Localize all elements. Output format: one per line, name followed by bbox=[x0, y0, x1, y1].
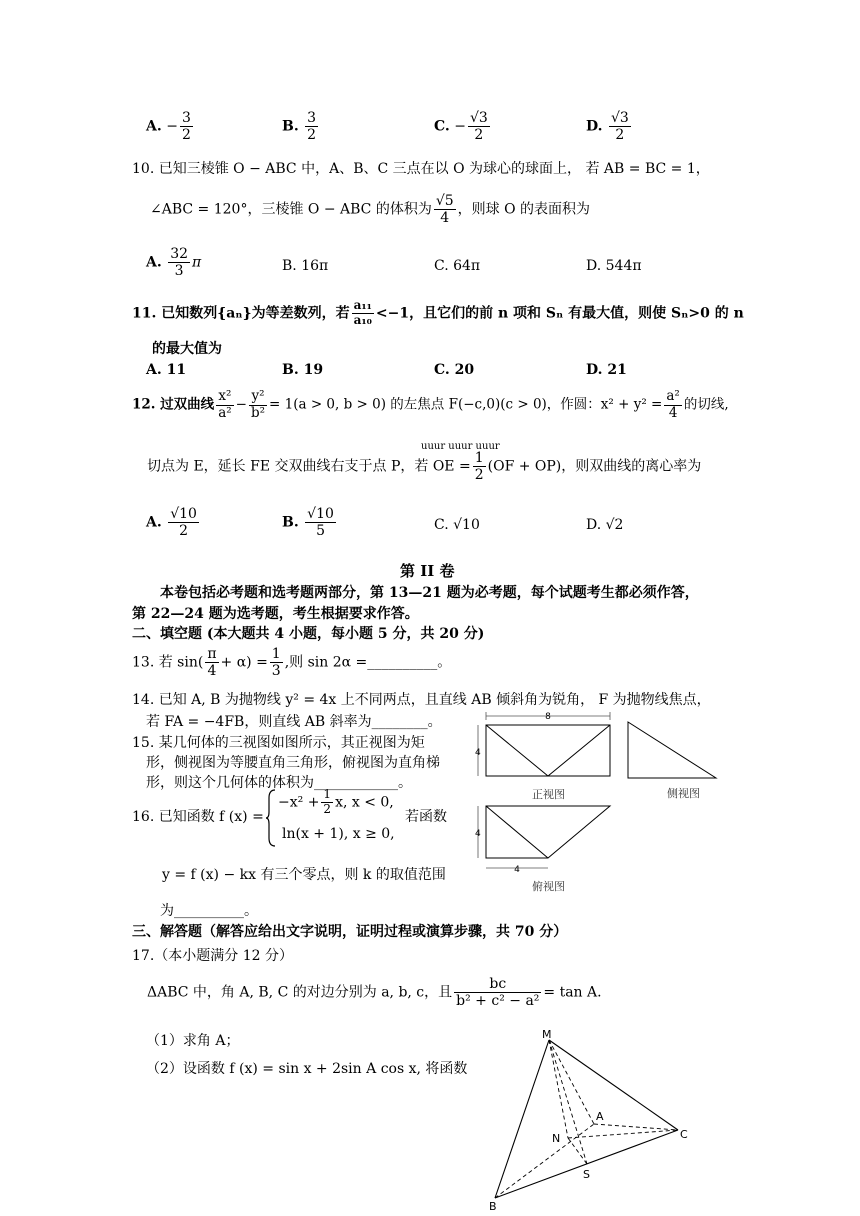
pyramid-label-a: A bbox=[596, 1110, 604, 1123]
top-bottom-label: 4 bbox=[514, 865, 520, 875]
q17-part2: （2）设函数 f (x) = sin x + 2sin A cos x, 将函数 bbox=[146, 1061, 468, 1077]
q12-line2: 切点为 E，延长 FE 交双曲线右支于点 P，若 OE = $\frac{1}{2}$ (OF + OP)，则双曲线的离心率为 bbox=[147, 450, 702, 484]
front-rect bbox=[486, 725, 610, 776]
side-triangle bbox=[628, 722, 716, 778]
q11-option-b: B. 19 bbox=[282, 362, 324, 378]
q9-option-d: D. $\frac{√3}{2}$ bbox=[586, 110, 629, 144]
q15-line3: 形，则这个几何体的体积为____________。 bbox=[146, 775, 412, 791]
q11-option-a: A. 11 bbox=[146, 362, 187, 378]
q11-option-c: C. 20 bbox=[434, 362, 475, 378]
q16-brace bbox=[265, 788, 277, 848]
q16-line3: 为__________。 bbox=[160, 903, 258, 919]
q17-line1: ΔABC 中，角 A, B, C 的对边分别为 a, b, c，且 $\frac{bc}{\text{b² + c² − a²}}$ = tan A. bbox=[147, 976, 602, 1010]
q16-head: 16. 已知函数 f (x) = bbox=[132, 809, 264, 825]
q10-option-b: B. 16π bbox=[282, 258, 329, 274]
top-view-figure bbox=[472, 802, 622, 878]
q10-line1: 10. 已知三棱锥 O − ABC 中，A、B、C 三点在以 O 为球心的球面上， 若 AB = BC = 1， bbox=[132, 161, 710, 177]
part2-intro-1: 本卷包括必考题和选考题两部分，第 13—21 题为必考题，每个试题考生都必须作答， bbox=[160, 585, 699, 601]
section-solutions: 三、解答题（解答应给出文字说明，证明过程或演算步骤，共 70 分） bbox=[132, 924, 568, 940]
q12-option-a: A. $\frac{√10}{2}$ bbox=[146, 506, 197, 540]
top-trapezoid bbox=[486, 806, 610, 858]
pyramid-label-b: B bbox=[489, 1200, 497, 1212]
q10-option-c: C. 64π bbox=[434, 258, 481, 274]
q16-case1: −x² + $\frac{1}{2}$ x, x < 0, bbox=[278, 787, 394, 816]
q9-option-a: A. − $\frac{3}{2}$ bbox=[146, 110, 191, 144]
q10-line2: ∠ABC = 120°，三棱锥 O − ABC 的体积为 $\frac{√5}{4}$ ，则球 O 的表面积为 bbox=[150, 193, 591, 227]
part2-intro-2: 第 22—24 题为选考题，考生根据要求作答。 bbox=[132, 606, 419, 622]
pyramid-label-s: S bbox=[583, 1168, 590, 1181]
front-view-caption: 正视图 bbox=[532, 788, 565, 801]
q16-line2: y = f (x) − kx 有三个零点，则 k 的取值范围 bbox=[162, 867, 446, 883]
q16-tail: 若函数 bbox=[405, 809, 447, 825]
front-view-figure bbox=[472, 710, 622, 780]
q12-option-c: C. √10 bbox=[434, 517, 480, 533]
q12-line1: 12. 过双曲线 $\frac{\text{x²}}{\text{a²}}$ − $\frac{\text{y²}}{\text{b²}}$ = 1(a > 0, b > 0) 的左焦点 F(−c,0)(c > 0)，作圆：x² + y² = $\frac{\text{a²}}{4}$ 的切线, bbox=[132, 388, 729, 421]
side-view-figure bbox=[625, 718, 720, 782]
pyramid-label-m: M bbox=[542, 1028, 552, 1041]
side-view-caption: 侧视图 bbox=[667, 787, 700, 800]
front-width-label: 8 bbox=[545, 712, 551, 722]
q10-option-d: D. 544π bbox=[586, 258, 642, 274]
q12-option-b: B. $\frac{√10}{5}$ bbox=[282, 506, 334, 540]
top-height-label: 4 bbox=[475, 829, 481, 839]
q12-option-d: D. √2 bbox=[586, 517, 624, 533]
q10-option-a: A. $\frac{32}{3}$ π bbox=[146, 246, 202, 280]
q14-line1: 14. 已知 A, B 为抛物线 y² = 4x 上不同两点，且直线 AB 倾斜角为锐角， F 为抛物线焦点， bbox=[132, 692, 711, 708]
pyramid-figure bbox=[480, 1026, 700, 1212]
q11-line2: 的最大值为 bbox=[152, 341, 222, 357]
front-height-label: 4 bbox=[475, 748, 481, 758]
pyramid-label-n: N bbox=[552, 1132, 561, 1145]
q13: 13. 若 sin( $\frac{\pi}{4}$ + α) = $\frac{1}{3}$ ,则 sin 2α =__________。 bbox=[132, 646, 452, 680]
top-view-caption: 俯视图 bbox=[532, 880, 565, 893]
q11-option-d: D. 21 bbox=[586, 362, 627, 378]
q9-option-b: B. $\frac{3}{2}$ bbox=[282, 110, 317, 144]
q12-vector-marks: uuur uuur uuur bbox=[421, 441, 500, 452]
q9-option-c: C. − $\frac{√3}{2}$ bbox=[434, 110, 488, 144]
q11-line1: 11. 已知数列{aₙ}为等差数列，若 $\frac{\text{a₁₁}}{\text{a₁₀}}$ <−1，且它们的前 n 项和 Sₙ 有最大值，则使 Sₙ>0 的 n bbox=[132, 298, 744, 327]
pyramid-label-c: C bbox=[680, 1128, 688, 1141]
section-fill-in: 二、填空题 (本大题共 4 小题，每小题 5 分，共 20 分) bbox=[132, 626, 485, 642]
part2-title: 第 II 卷 bbox=[400, 562, 455, 580]
q17-head: 17.（本小题满分 12 分） bbox=[132, 948, 293, 964]
q15-line1: 15. 某几何体的三视图如图所示，其正视图为矩 bbox=[132, 735, 425, 751]
q16-case2: ln(x + 1), x ≥ 0, bbox=[282, 826, 395, 842]
q15-line2: 形，侧视图为等腰直角三角形，俯视图为直角梯 bbox=[146, 755, 440, 771]
q17-part1: （1）求角 A； bbox=[146, 1033, 240, 1049]
front-diagonals bbox=[486, 725, 610, 776]
q14-line2: 若 FA = −4FB，则直线 AB 斜率为________。 bbox=[146, 714, 442, 730]
